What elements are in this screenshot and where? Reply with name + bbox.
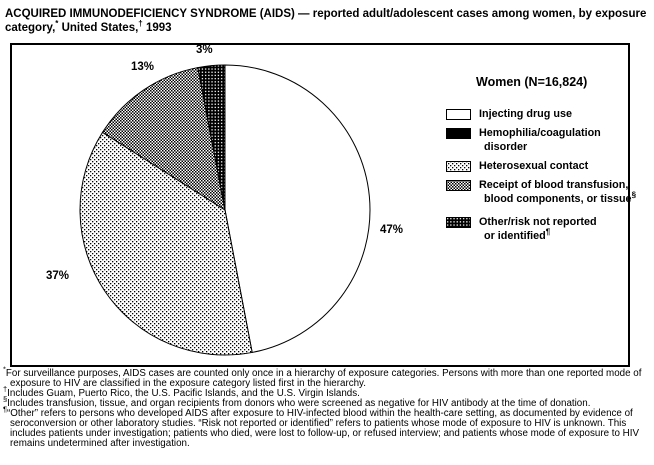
legend-swatch-checker [446, 180, 471, 191]
legend-item-other [446, 216, 597, 243]
footnote-marker-section: § [631, 189, 637, 199]
legend-item-hemophilia [446, 127, 601, 154]
figure-title [5, 8, 651, 35]
footnote-other-definition: ¶“Other” refers to persons who developed AIDS after exposure to HIV-infected blood within the health-care setting, as documented by evidence of seroconversion or other laboratory studies. “Risk not reported or identified” refers to patients whose mode of exposure to HIV is unknown. This includes patients under investigation; patients who died, were lost to follow-up, or refused interview; and patients whose mode of exposure to HIV remains undetermined after investigation. [3, 404, 639, 449]
footnote-marker-dagger: † [138, 18, 143, 28]
legend-swatch-grid [446, 217, 471, 228]
slice-label-heterosexual-contact: 37% [46, 270, 70, 282]
chart-frame [10, 43, 637, 367]
footnote-territories: †Includes Guam, Puerto Rico, the U.S. Pacific Islands, and the U.S. Virgin Islands. [3, 384, 360, 399]
legend-swatch-white [446, 109, 471, 120]
pie-slice-0 [225, 65, 370, 352]
legend-label: Injecting drug use [479, 108, 572, 120]
legend-label: Hemophilia/coagulation disorder [479, 127, 601, 153]
legend-item-injecting-drug-use [446, 108, 572, 122]
legend-item-heterosexual-contact [446, 160, 588, 174]
slice-label-injecting-drug-use: 47% [380, 224, 404, 236]
footnote-marker-pilcrow: ¶ [545, 226, 551, 236]
footnote-marker-asterisk: * [55, 18, 59, 28]
legend-label: Heterosexual contact [479, 160, 589, 172]
legend-item-blood-transfusion [446, 179, 636, 206]
slice-label-blood-transfusion: 13% [131, 61, 155, 73]
pie-slices [80, 65, 370, 355]
legend-label: Receipt of blood transfusion, blood components, or tissue§ [479, 179, 637, 205]
figure-title-line2: category,* United States,† 1993 [5, 18, 172, 34]
legend-swatch-black [446, 128, 471, 139]
legend-title: Women (N=16,824) [476, 75, 588, 89]
footnote-transfusion: §Includes transfusion, tissue, and organ recipients from donors who were screened as negative for HIV antibody at the time of donation. [3, 394, 591, 409]
footnotes [3, 364, 653, 449]
footnote-surveillance: *For surveillance purposes, AIDS cases are counted only once in a hierarchy of exposure categories. Persons with more than one reported mode of exposure to HIV are classified in the exposure category listed first in the hierarchy. [3, 364, 642, 389]
legend-label: Other/risk not reported or identified¶ [479, 216, 597, 242]
slice-label-other: 3% [196, 44, 213, 56]
legend-swatch-dots [446, 161, 471, 172]
figure-title-line1: ACQUIRED IMMUNODEFICIENCY SYNDROME (AIDS) — reported adult/adolescent cases among women, by exposure [5, 8, 647, 20]
